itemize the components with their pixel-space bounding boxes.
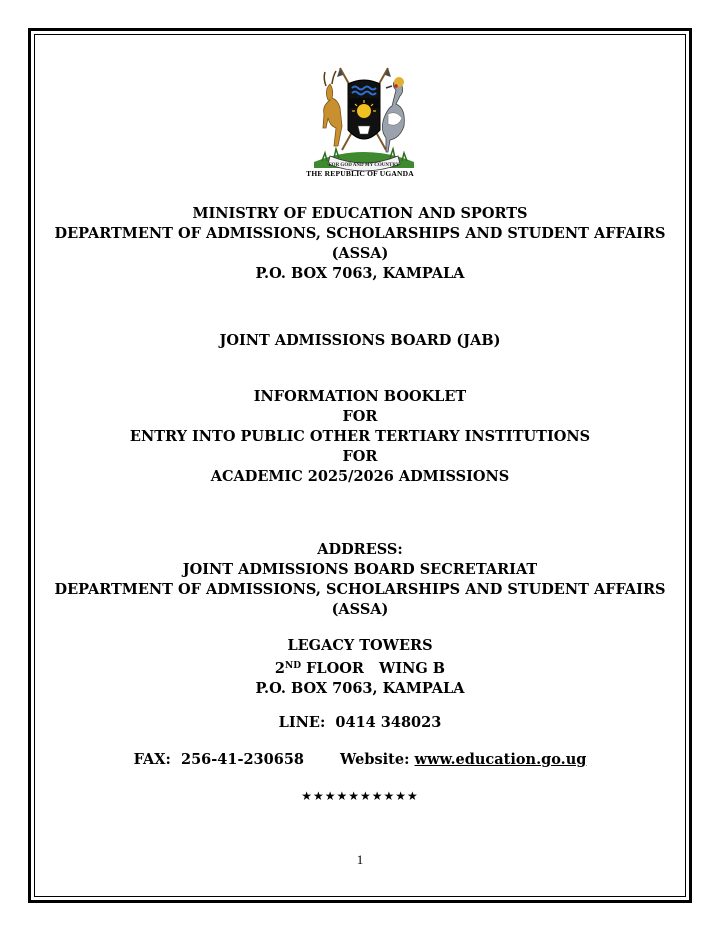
address-floor: 2ND FLOOR WING B: [274, 660, 446, 677]
address-secretariat: JOINT ADMISSIONS BOARD SECRETARIAT: [182, 561, 538, 578]
booklet-title-line-3: ENTRY INTO PUBLIC OTHER TERTIARY INSTITUTIONS: [129, 428, 591, 445]
board-name: JOINT ADMISSIONS BOARD (JAB): [219, 332, 501, 349]
phone-line-text: LINE: 0414 348023: [278, 714, 442, 731]
booklet-title-line-5: ACADEMIC 2025/2026 ADMISSIONS: [210, 468, 510, 485]
address-department-acronym: (ASSA): [331, 601, 389, 618]
website-link[interactable]: www.education.go.ug: [414, 751, 587, 768]
uganda-coat-of-arms-icon: [300, 64, 428, 182]
contact-row: [40, 750, 680, 770]
address-building: LEGACY TOWERS: [287, 637, 433, 654]
page-number: 1: [356, 852, 364, 867]
star-divider: ★★★★★★★★★★: [301, 789, 419, 803]
booklet-title-line-4: FOR: [342, 448, 378, 465]
website-label: Website:: [340, 751, 415, 768]
fax-number: FAX: 256-41-230658: [133, 751, 305, 768]
department-acronym: (ASSA): [331, 245, 389, 262]
booklet-title-line-2: FOR: [342, 408, 378, 425]
address-po-box: P.O. BOX 7063, KAMPALA: [255, 680, 465, 697]
address-location: [40, 636, 680, 699]
board-heading: [40, 331, 680, 351]
address-block: [40, 540, 680, 620]
ministry-heading: [40, 204, 680, 284]
booklet-title: [40, 387, 680, 487]
ministry-name: MINISTRY OF EDUCATION AND SPORTS: [192, 205, 528, 222]
address-department: DEPARTMENT OF ADMISSIONS, SCHOLARSHIPS AND STUDENT AFFAIRS: [54, 581, 666, 598]
department-name: DEPARTMENT OF ADMISSIONS, SCHOLARSHIPS AND STUDENT AFFAIRS: [54, 225, 666, 242]
ministry-po-box: P.O. BOX 7063, KAMPALA: [255, 265, 465, 282]
address-label: ADDRESS:: [317, 541, 403, 558]
emblem-motto: FOR GOD AND MY COUNTRY: [328, 163, 400, 168]
phone-line: [40, 713, 680, 733]
booklet-title-line-1: INFORMATION BOOKLET: [253, 388, 467, 405]
emblem-caption: THE REPUBLIC OF UGANDA: [306, 169, 414, 178]
